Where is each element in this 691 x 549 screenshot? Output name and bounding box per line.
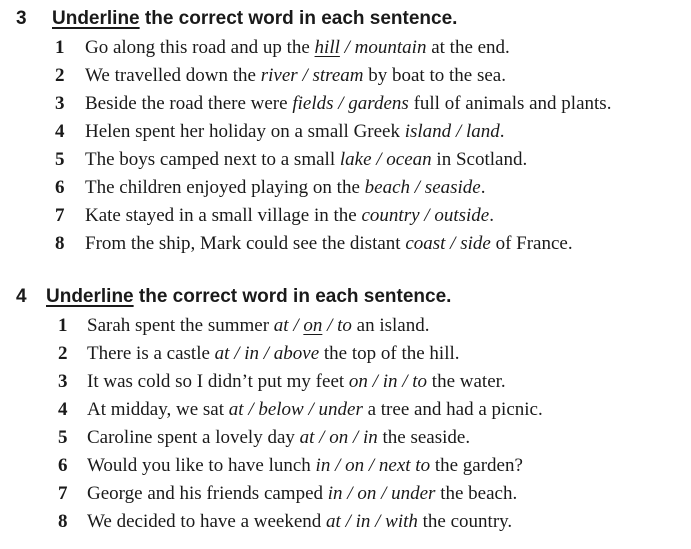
sentence-item (0, 340, 691, 368)
answer-option: below (258, 399, 304, 420)
instruction-text: the correct word in each sentence. (133, 286, 452, 307)
sentence-item (0, 146, 691, 174)
sentence-after: the garden? (430, 455, 523, 476)
answer-option: in (362, 427, 378, 448)
answer-option: in (244, 343, 259, 364)
item-number: 7 (55, 205, 65, 226)
sentence-after: the seaside. (377, 427, 471, 448)
answer-option: island (404, 121, 452, 142)
sentence-before: Would you like to have lunch (87, 455, 316, 476)
sentence-after: . (489, 205, 494, 226)
option-separator: / (376, 483, 392, 504)
option-separator: / (259, 343, 274, 364)
sentence-text (85, 174, 485, 202)
answer-option: at (299, 427, 315, 448)
exercise-3 (0, 4, 691, 258)
exercise-4 (0, 282, 691, 536)
sentence-before: George and his friends camped (87, 483, 328, 504)
sentence-before: Sarah spent the summer (87, 315, 274, 336)
sentence-after: an island. (351, 315, 430, 336)
exercise-number: 3 (16, 8, 27, 29)
item-number: 1 (55, 37, 65, 58)
sentence-after: of France. (490, 233, 573, 254)
option-separator: / (419, 205, 435, 226)
answer-option: on (303, 315, 323, 336)
option-separator: / (348, 427, 363, 448)
sentence-text (87, 452, 523, 480)
exercise-instruction (52, 4, 457, 34)
item-number: 8 (55, 233, 65, 254)
option-separator: / (364, 455, 379, 476)
option-separator: / (314, 427, 330, 448)
instruction-text: the correct word in each sentence. (139, 8, 458, 29)
sentence-text (85, 34, 510, 62)
item-number: 3 (58, 371, 68, 392)
answer-option: at (326, 511, 341, 532)
answer-option: seaside (424, 177, 481, 198)
answer-option: next to (378, 455, 431, 476)
answer-option: mountain (354, 37, 427, 58)
answer-option: fields (292, 93, 334, 114)
instruction-underlined-word: Underline (46, 286, 134, 307)
sentence-list (0, 34, 691, 258)
option-separator: / (288, 315, 304, 336)
sentence-after: in Scotland. (431, 149, 528, 170)
answer-option: under (391, 483, 436, 504)
sentence-before: Go along this road and up the (85, 37, 315, 58)
sentence-before: From the ship, Mark could see the distant (85, 233, 406, 254)
sentence-text (87, 480, 517, 508)
sentence-before: Beside the road there were (85, 93, 293, 114)
item-number: 7 (58, 483, 68, 504)
answer-option: in (382, 371, 398, 392)
answer-option: at (214, 343, 230, 364)
sentence-after: the beach. (435, 483, 518, 504)
item-number: 4 (58, 399, 68, 420)
answer-option: to (337, 315, 352, 336)
sentence-before: We decided to have a weekend (87, 511, 327, 532)
sentence-text (87, 312, 430, 340)
sentence-item (0, 452, 691, 480)
answer-option: under (318, 399, 363, 420)
sentence-after: the country. (417, 511, 513, 532)
instruction-underlined-word: Underline (52, 8, 140, 29)
sentence-item (0, 174, 691, 202)
sentence-after: by boat to the sea. (363, 65, 506, 86)
item-number: 2 (58, 343, 68, 364)
option-separator: / (371, 149, 387, 170)
answer-option: in (315, 455, 331, 476)
option-separator: / (339, 37, 355, 58)
sentence-list (0, 312, 691, 536)
sentence-before: The children enjoyed playing on the (85, 177, 365, 198)
answer-option: to (412, 371, 428, 392)
exercise-heading (0, 282, 691, 312)
option-separator: / (333, 93, 349, 114)
sentence-item (0, 62, 691, 90)
item-number: 1 (58, 315, 68, 336)
sentence-text (87, 368, 506, 396)
sentence-before: We travelled down the (85, 65, 261, 86)
sentence-item (0, 34, 691, 62)
answer-option: on (348, 371, 368, 392)
sentence-item (0, 90, 691, 118)
option-separator: / (243, 399, 259, 420)
answer-option: at (273, 315, 289, 336)
option-separator: / (370, 511, 386, 532)
item-number: 5 (55, 149, 65, 170)
answer-option: lake (339, 149, 372, 170)
option-separator: / (397, 371, 413, 392)
sentence-text (87, 508, 512, 536)
sentence-text (85, 202, 494, 230)
option-separator: / (410, 177, 425, 198)
sentence-text (85, 146, 527, 174)
sentence-item (0, 118, 691, 146)
sentence-text (87, 424, 470, 452)
exercise-instruction (46, 282, 451, 312)
sentence-item (0, 202, 691, 230)
sentence-text (85, 90, 611, 118)
answer-option: in (355, 511, 371, 532)
item-number: 8 (58, 511, 68, 532)
option-separator: / (229, 343, 245, 364)
sentence-before: It was cold so I didn’t put my feet (87, 371, 349, 392)
answer-option: hill (314, 37, 340, 58)
sentence-text (85, 230, 573, 258)
answer-option: coast (405, 233, 446, 254)
sentence-item (0, 480, 691, 508)
sentence-item (0, 424, 691, 452)
sentence-before: Kate stayed in a small village in the (85, 205, 362, 226)
option-separator: / (330, 455, 346, 476)
answer-option: stream (312, 65, 364, 86)
sentence-item (0, 508, 691, 536)
sentence-after: the top of the hill. (319, 343, 460, 364)
option-separator: / (303, 399, 319, 420)
option-separator: / (445, 233, 461, 254)
sentence-item (0, 368, 691, 396)
option-separator: / (297, 65, 313, 86)
sentence-item (0, 396, 691, 424)
item-number: 3 (55, 93, 65, 114)
exercise-heading (0, 4, 691, 34)
option-separator: / (342, 483, 358, 504)
answer-option: above (273, 343, 320, 364)
sentence-before: Caroline spent a lovely day (87, 427, 300, 448)
answer-option: with (385, 511, 418, 532)
option-separator: / (367, 371, 383, 392)
exercise-number: 4 (16, 286, 27, 307)
option-separator: / (340, 511, 356, 532)
sentence-after: full of animals and plants. (408, 93, 612, 114)
item-number: 6 (55, 177, 65, 198)
sentence-item (0, 312, 691, 340)
item-number: 4 (55, 121, 65, 142)
answer-option: in (327, 483, 343, 504)
item-number: 2 (55, 65, 65, 86)
answer-option: outside (434, 205, 490, 226)
option-separator: / (451, 121, 466, 142)
answer-option: beach (364, 177, 411, 198)
sentence-after: at the end. (426, 37, 510, 58)
sentence-before: At midday, we sat (87, 399, 229, 420)
answer-option: at (228, 399, 244, 420)
sentence-text (87, 340, 460, 368)
sentence-text (87, 396, 543, 424)
item-number: 5 (58, 427, 68, 448)
sentence-text (85, 62, 506, 90)
sentence-text (85, 118, 505, 146)
answer-option: gardens (348, 93, 409, 114)
answer-option: ocean (386, 149, 432, 170)
sentence-before: The boys camped next to a small (85, 149, 340, 170)
sentence-after: the water. (427, 371, 506, 392)
sentence-item (0, 230, 691, 258)
sentence-before: There is a castle (87, 343, 215, 364)
sentence-after: . (499, 121, 505, 142)
sentence-after: a tree and had a picnic. (362, 399, 543, 420)
answer-option: on (357, 483, 377, 504)
answer-option: river (260, 65, 298, 86)
answer-option: side (460, 233, 491, 254)
answer-option: on (345, 455, 365, 476)
answer-option: land (465, 121, 500, 142)
answer-option: on (329, 427, 349, 448)
answer-option: country (361, 205, 420, 226)
sentence-before: Helen spent her holiday on a small Greek (85, 121, 405, 142)
sentence-after: . (480, 177, 486, 198)
item-number: 6 (58, 455, 68, 476)
option-separator: / (322, 315, 338, 336)
